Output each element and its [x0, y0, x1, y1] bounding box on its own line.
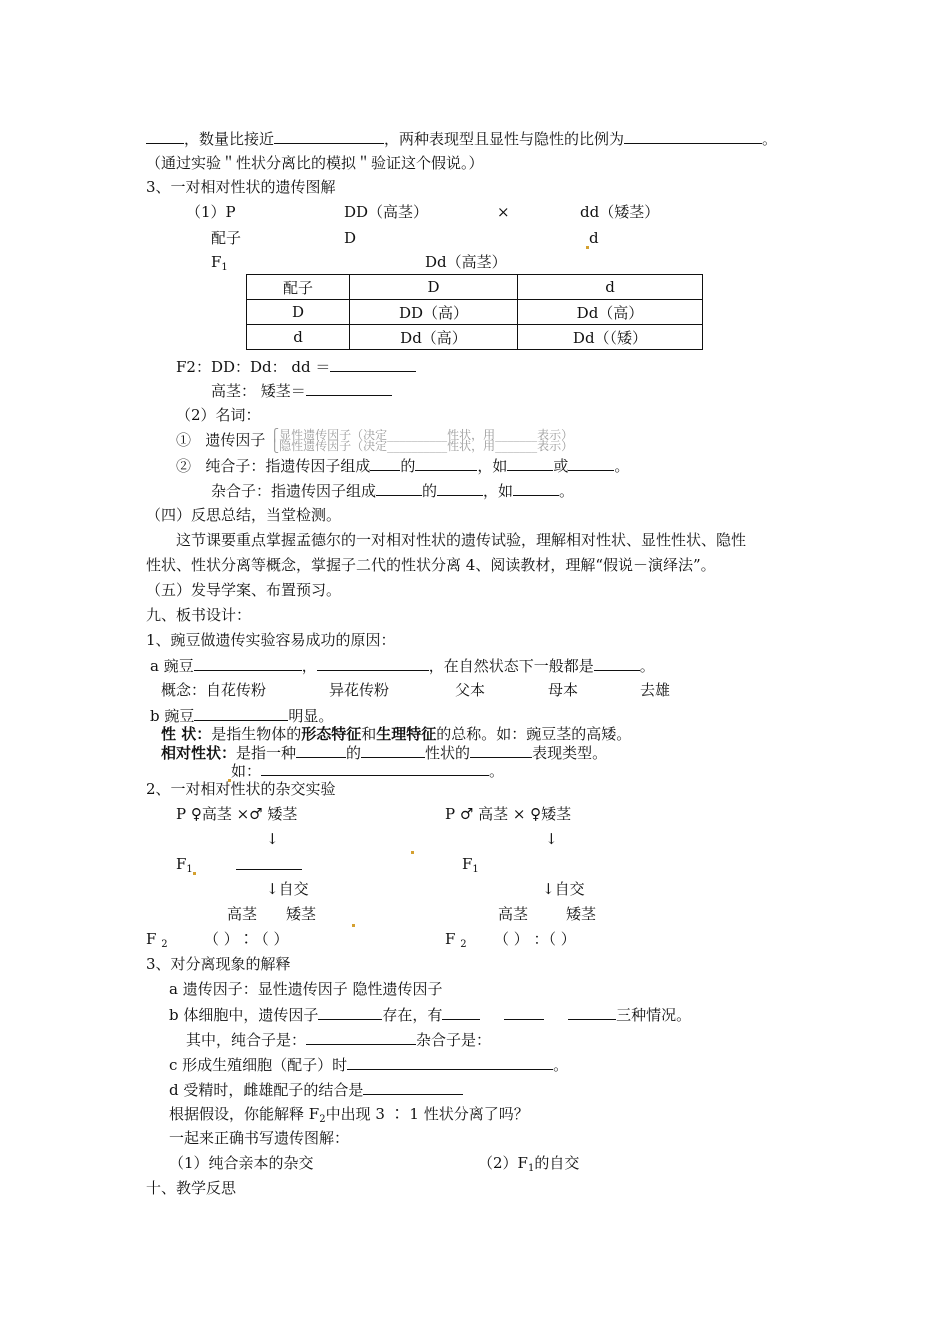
text: F	[445, 930, 456, 948]
arrow-right: ↓	[545, 830, 558, 848]
text: 的	[422, 482, 438, 500]
text: 。	[559, 482, 575, 500]
text: 的	[346, 744, 362, 762]
table-cell: 配子	[247, 275, 350, 300]
line-ratio	[146, 128, 777, 149]
cross-left-f1	[176, 854, 196, 880]
text: 遗传因子	[205, 431, 266, 449]
text: 三种情况。	[616, 1006, 692, 1024]
text: b 体细胞中，遗传因子	[169, 1006, 319, 1024]
text: ，数量比接近	[184, 130, 275, 148]
explain-opt2	[478, 1153, 579, 1179]
concept-4: 母本	[548, 681, 579, 699]
mark	[411, 851, 414, 854]
explain-c	[169, 1054, 568, 1075]
explain-together: 一起来正确书写遗传图解：	[169, 1129, 350, 1147]
text: F	[146, 930, 157, 948]
text: 是指生物体的	[211, 725, 302, 743]
text: ②	[176, 457, 192, 475]
explain-a: a 遗传因子：显性遗传因子 隐性遗传因子	[169, 980, 443, 998]
text: 。	[489, 762, 505, 780]
f2-pheno	[211, 380, 392, 401]
blank[interactable]	[594, 655, 640, 671]
text: 生理特征	[376, 725, 437, 743]
cross-left-p: P ♀高茎 ×♂ 矮茎	[176, 805, 298, 823]
text: ，	[301, 657, 317, 675]
text: 其中，纯合子是：	[186, 1031, 307, 1049]
explain-b	[169, 1004, 691, 1025]
text: 相对性状：	[161, 744, 237, 762]
blank[interactable]	[470, 742, 532, 758]
text: 性状的	[425, 744, 471, 762]
text: 的	[400, 457, 416, 475]
table-cell: d	[518, 275, 703, 300]
pheno-left-short: 矮茎	[286, 905, 317, 923]
text: 纯合子：指遗传因子组成	[205, 457, 371, 475]
blank[interactable]	[146, 128, 184, 144]
text: 高茎： 矮茎＝	[211, 382, 306, 400]
f1-value: Dd（高茎）	[425, 253, 507, 271]
heading-3	[146, 177, 336, 197]
f2-right-ratio: （ ） ：（ ）	[494, 930, 576, 948]
gamete-d	[586, 228, 599, 249]
f2-left-label	[146, 929, 168, 955]
mark	[352, 924, 355, 927]
subscript: 1	[472, 864, 479, 875]
text: F	[176, 855, 187, 873]
concept-2: 异花传粉	[329, 681, 390, 699]
blank[interactable]	[194, 705, 288, 721]
pheno-left-tall: 高茎	[227, 905, 258, 923]
gamete-D: D	[344, 229, 357, 247]
table-row	[247, 300, 703, 325]
text: d	[589, 229, 599, 247]
gamete-label: 配子	[211, 229, 242, 247]
text: 。	[762, 130, 778, 148]
blank[interactable]	[194, 655, 302, 671]
f1-label	[211, 252, 228, 278]
explain-pure	[186, 1029, 491, 1050]
table-row	[247, 275, 703, 300]
text: （2）F	[478, 1154, 528, 1172]
blank[interactable]	[318, 1004, 382, 1020]
p-cross: ×	[497, 203, 510, 221]
blank[interactable]	[376, 480, 422, 496]
text: 形态特征	[301, 725, 362, 743]
text: F	[462, 855, 473, 873]
table-cell: d	[247, 325, 350, 350]
pheno-right-short: 矮茎	[566, 905, 597, 923]
table-cell: Dd（高）	[518, 300, 703, 325]
f2-right-label	[445, 929, 467, 955]
text: 表现类型。	[532, 744, 608, 762]
explain-d	[169, 1079, 463, 1100]
text: a 豌豆	[150, 657, 194, 675]
subscript: 2	[319, 1114, 326, 1125]
subscript: 2	[161, 939, 168, 950]
cross-right-f1	[462, 854, 479, 880]
blank[interactable]	[236, 854, 302, 870]
text: 显性遗传因子（决定__________性状，用_______表示）	[279, 428, 574, 442]
summary-p2: 性状、性状分离等概念，掌握子二代的性状分离 4、阅读教材，理解“假说－演绎法”。	[146, 556, 716, 574]
arrow-left: ↓	[266, 830, 279, 848]
table-cell: Dd（（矮）	[518, 325, 703, 350]
text: （通过实验＂性状分离比的模拟＂验证这个假说。）	[146, 154, 484, 172]
text: d 受精时，雌雄配子的结合是	[169, 1081, 364, 1099]
text: ，如	[477, 457, 508, 475]
text: 或	[553, 457, 569, 475]
section-9: 九、板书设计：	[146, 606, 252, 624]
subscript: 1	[527, 1163, 535, 1174]
board-a	[150, 655, 655, 676]
blank[interactable]	[347, 1054, 553, 1070]
table-cell: DD（高）	[350, 300, 518, 325]
text: 。	[639, 657, 655, 675]
table-cell: D	[247, 300, 350, 325]
f2-left-ratio: （ ）∶（ ）	[204, 930, 289, 948]
text: 。	[614, 457, 630, 475]
concept-3: 父本	[455, 681, 486, 699]
line-experiment	[146, 153, 484, 173]
subscript: 1	[186, 864, 193, 875]
p-dd-high: DD（高茎）	[344, 203, 429, 221]
blank[interactable]	[568, 1004, 616, 1020]
text: c 形成生殖细胞（配子）时	[169, 1056, 348, 1074]
table-cell: Dd（高）	[350, 325, 518, 350]
board-2: 2、一对相对性状的杂交实验	[146, 780, 336, 798]
blank[interactable]	[363, 1079, 463, 1095]
blank[interactable]	[361, 742, 425, 758]
blank[interactable]	[437, 480, 483, 496]
mark	[411, 833, 414, 854]
concept-5: 去雄	[640, 681, 671, 699]
brace-content: ⎧显性遗传因子（决定__________性状，用_______表示） ⎩隐性遗传因子（决定__________性状，用_______表示）	[270, 428, 574, 453]
board-b	[150, 705, 333, 726]
term-pure	[176, 455, 629, 476]
blank[interactable]	[415, 455, 477, 471]
subscript: 1	[221, 262, 228, 273]
pheno-right-tall: 高茎	[498, 905, 529, 923]
blank[interactable]	[370, 455, 400, 471]
cross-left-f1-blank	[236, 854, 302, 875]
section-5: （五）发导学案、布置预习。	[146, 581, 342, 599]
cross-right-p: P ♂ 高茎 × ♀矮茎	[445, 805, 572, 823]
blank[interactable]	[261, 760, 489, 776]
text: 杂合子：指遗传因子组成	[211, 482, 377, 500]
term-factor	[176, 430, 573, 452]
blank[interactable]	[624, 128, 762, 144]
explain-opt1: （1）纯合亲本的杂交	[169, 1154, 314, 1172]
concept-1: 概念：自花传粉	[161, 681, 267, 699]
text: 和	[361, 725, 377, 743]
blank[interactable]	[507, 455, 553, 471]
self-left: ↓自交	[266, 880, 309, 898]
text: 存在，有	[382, 1006, 443, 1024]
blank[interactable]	[296, 742, 346, 758]
text: ，两种表现型且显性与隐性的比例为	[384, 130, 625, 148]
blank[interactable]	[568, 455, 614, 471]
text: 如：	[231, 762, 262, 780]
mark	[352, 906, 355, 927]
f2-ratio	[176, 356, 416, 377]
blank[interactable]	[317, 655, 429, 671]
text: 明显。	[288, 707, 334, 725]
text: 杂合子是：	[416, 1031, 492, 1049]
table-row	[247, 325, 703, 350]
term-hetero	[211, 480, 574, 501]
explain-question	[169, 1104, 529, 1130]
board-3: 3、对分离现象的解释	[146, 955, 291, 973]
section-10: 十、教学反思	[146, 1179, 237, 1197]
text: F	[211, 253, 222, 271]
text: 性 状：	[161, 725, 212, 743]
p-dd-low: dd（矮茎）	[580, 203, 660, 221]
table-cell: D	[350, 275, 518, 300]
punnett-table	[246, 274, 703, 350]
text: F2：DD：Dd： dd ＝	[176, 358, 331, 376]
board-1: 1、豌豆做遗传实验容易成功的原因：	[146, 631, 396, 649]
text: 。	[553, 1056, 569, 1074]
blank[interactable]	[306, 1029, 416, 1045]
text: 是指一种	[236, 744, 297, 762]
summary-p1: 这节课要重点掌握孟德尔的一对相对性状的遗传试验，理解相对性状、显性性状、隐性	[176, 531, 747, 549]
blank[interactable]	[330, 356, 416, 372]
blank[interactable]	[274, 128, 384, 144]
blank[interactable]	[504, 1004, 544, 1020]
p-label: （1）P	[186, 203, 236, 221]
blank[interactable]	[442, 1004, 480, 1020]
text: 中出现 3 ∶ 1 性状分离了吗？	[325, 1105, 529, 1123]
text: b 豌豆	[150, 707, 195, 725]
blank[interactable]	[513, 480, 559, 496]
text: 的自交	[534, 1154, 580, 1172]
text: 的总称。如：豌豆茎的高矮。	[436, 725, 632, 743]
text: 根据假设，你能解释 F	[169, 1105, 320, 1123]
section-4: （四）反思总结，当堂检测。	[146, 506, 342, 524]
text: 隐性遗传因子（决定__________性状，用_______表示）	[279, 439, 574, 453]
text: 3、一对相对性状的遗传图解	[146, 178, 336, 196]
subscript: 2	[460, 939, 467, 950]
text: ①	[176, 431, 192, 449]
terms-head: （2）名词：	[176, 406, 261, 424]
trait-def	[161, 724, 631, 744]
self-right: ↓自交	[542, 880, 585, 898]
blank[interactable]	[306, 380, 392, 396]
text: ，在自然状态下一般都是	[428, 657, 594, 675]
text: ，如	[483, 482, 514, 500]
mark	[193, 872, 196, 875]
